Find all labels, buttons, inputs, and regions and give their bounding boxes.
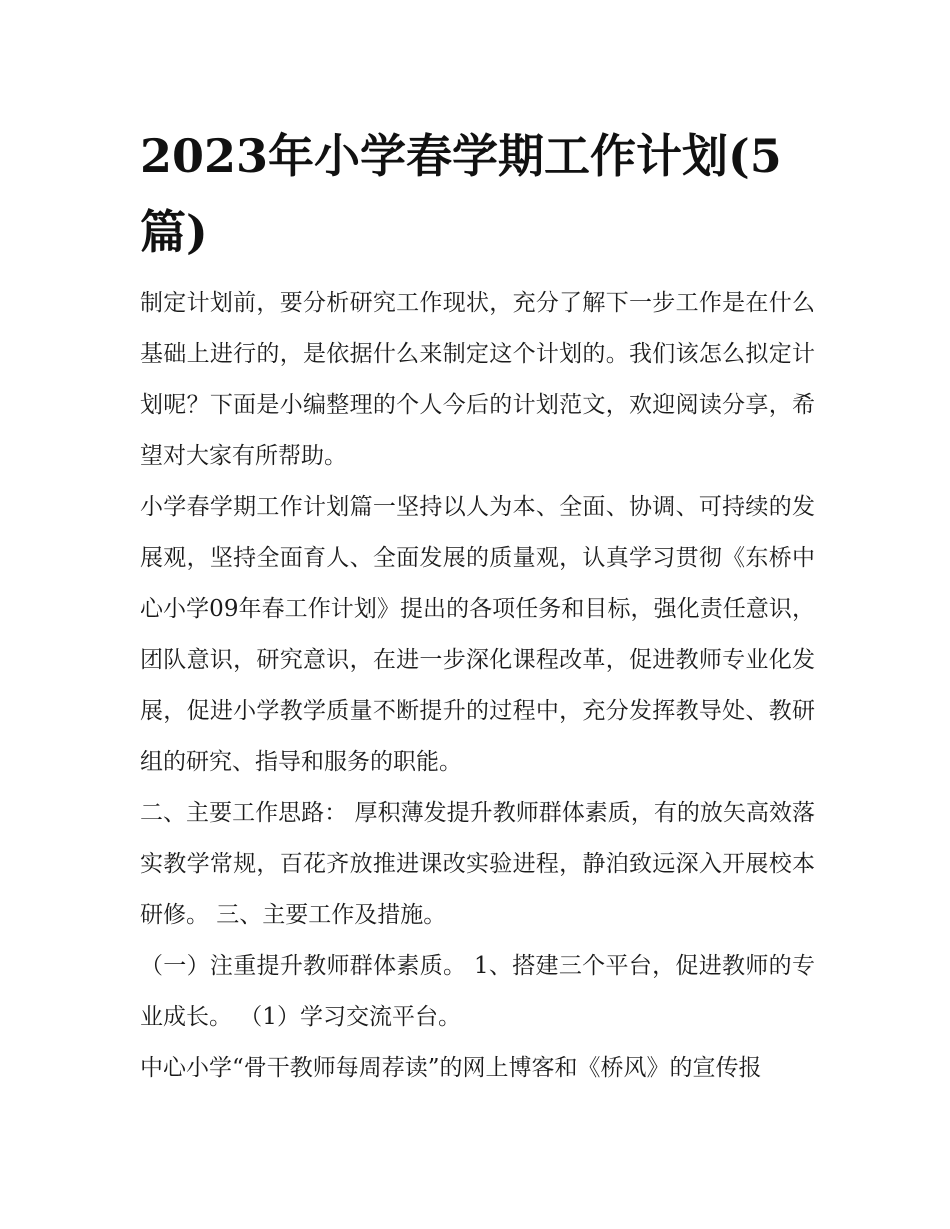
paragraph-plan-one: 小学春学期工作计划篇一坚持以人为本、全面、协调、可持续的发展观，坚持全面育人、全面发展的质量观，认真学习贯彻《东桥中心小学09年春工作计划》提出的各项任务和目标，强化责任意识，团队意识，研究意识，在进一步深化课程改革，促进教师专业化发展，促进小学教学质量不断提升的过程中，充分发挥教导处、教研组的研究、指导和服务的职能。 <box>140 494 815 775</box>
document-title: 2023年小学春学期工作计划(5篇) <box>140 129 782 259</box>
paragraph-work-ideas: 二、主要工作思路： 厚积薄发提升教师群体素质，有的放矢高效落实教学常规，百花齐放推进课改实验进程，静泊致远深入开展校本研修。 三、主要工作及措施。 <box>140 800 815 928</box>
paragraph-intro: 制定计划前，要分析研究工作现状，充分了解下一步工作是在什么基础上进行的，是依据什么来制定这个计划的。我们该怎么拟定计划呢？下面是小编整理的个人今后的计划范文，欢迎阅读分享，希望对大家有所帮助。 <box>140 290 815 469</box>
paragraph-blog: 中心小学“骨干教师每周荐读”的网上博客和《桥风》的宣传报 <box>140 1055 762 1081</box>
document-body <box>140 278 815 1094</box>
paragraph-teacher-quality: （一）注重提升教师群体素质。 1、搭建三个平台，促进教师的专业成长。 （1）学习交流平台。 <box>140 953 815 1030</box>
